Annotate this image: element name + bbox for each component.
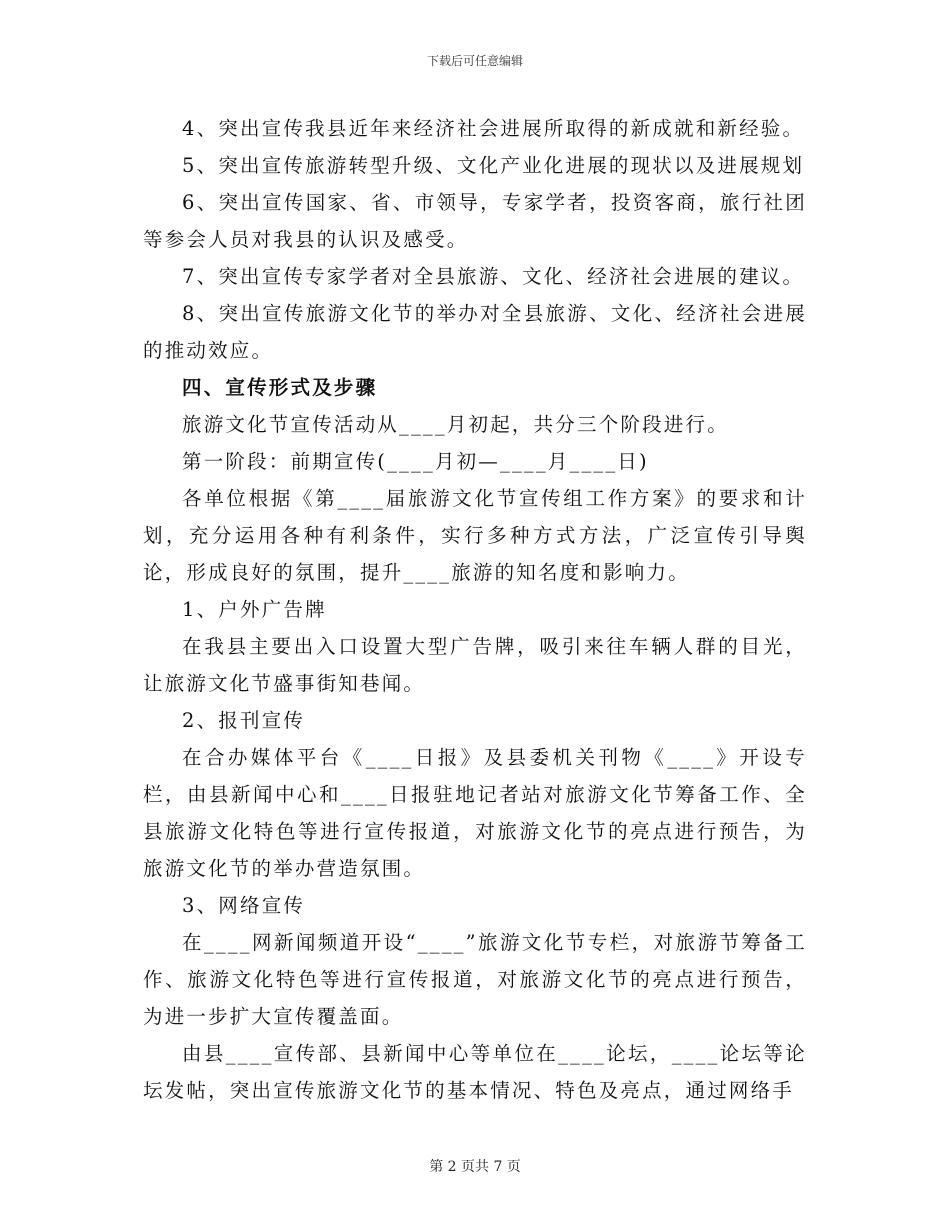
paragraph-item-8: 8、突出宣传旅游文化节的举办对全县旅游、文化、经济社会进展的推动效应。 (143, 302, 807, 362)
paragraph-item-7: 7、突出宣传专家学者对全县旅游、文化、经济社会进展的建议。 (182, 265, 805, 288)
paragraph-item-5: 5、突出宣传旅游转型升级、文化产业化进展的现状以及进展规划 (182, 154, 805, 177)
paragraph-online: 在____网新闻频道开设“____”旅游文化节专栏，对旅游节筹备工作、旅游文化特色等进行宣传报道，对旅游文化节的亮点进行预告，为进一步扩大宣传覆盖面。 (143, 931, 807, 1028)
paragraph-item-4: 4、突出宣传我县近年来经济社会进展所取得的新成就和新经验。 (182, 117, 805, 140)
paragraph-item-6: 6、突出宣传国家、省、市领导，专家学者，投资客商，旅行社团等参会人员对我县的认识及感受。 (143, 191, 807, 251)
paragraph-intro: 旅游文化节宣传活动从____月初起，共分三个阶段进行。 (182, 413, 729, 436)
subheading-print: 2、报刊宣传 (182, 709, 306, 732)
page-footer: 第 2 页共 7 页 (429, 1159, 521, 1175)
phase-one-title: 第一阶段：前期宣传(____月初—____月____日) (182, 450, 649, 473)
document-body (143, 110, 807, 1109)
paragraph-forum: 由县____宣传部、县新闻中心等单位在____论坛，____论坛等论坛发帖，突出宣传旅游文化节的基本情况、特色及亮点，通过网络手 (143, 1042, 807, 1102)
paragraph-print: 在合办媒体平台《____日报》及县委机关刊物《____》开设专栏，由县新闻中心和____日报驻地记者站对旅游文化节筹备工作、全县旅游文化特色等进行宣传报道，对旅游文化节的亮点进行预告，为旅游文化节的举办营造氛围。 (143, 746, 807, 880)
paragraph-phase-one: 各单位根据《第____届旅游文化节宣传组工作方案》的要求和计划，充分运用各种有利条件，实行多种方式方法，广泛宣传引导舆论，形成良好的氛围，提升____旅游的知名度和影响力。 (143, 487, 807, 584)
page-header: 下载后可任意编辑 (426, 54, 523, 68)
subheading-outdoor-ads: 1、户外广告牌 (182, 598, 327, 621)
subheading-online: 3、网络宣传 (182, 894, 306, 917)
section-heading: 四、宣传形式及步骤 (182, 376, 378, 399)
paragraph-outdoor-ads: 在我县主要出入口设置大型广告牌，吸引来往车辆人群的目光，让旅游文化节盛事街知巷闻。 (143, 635, 807, 695)
